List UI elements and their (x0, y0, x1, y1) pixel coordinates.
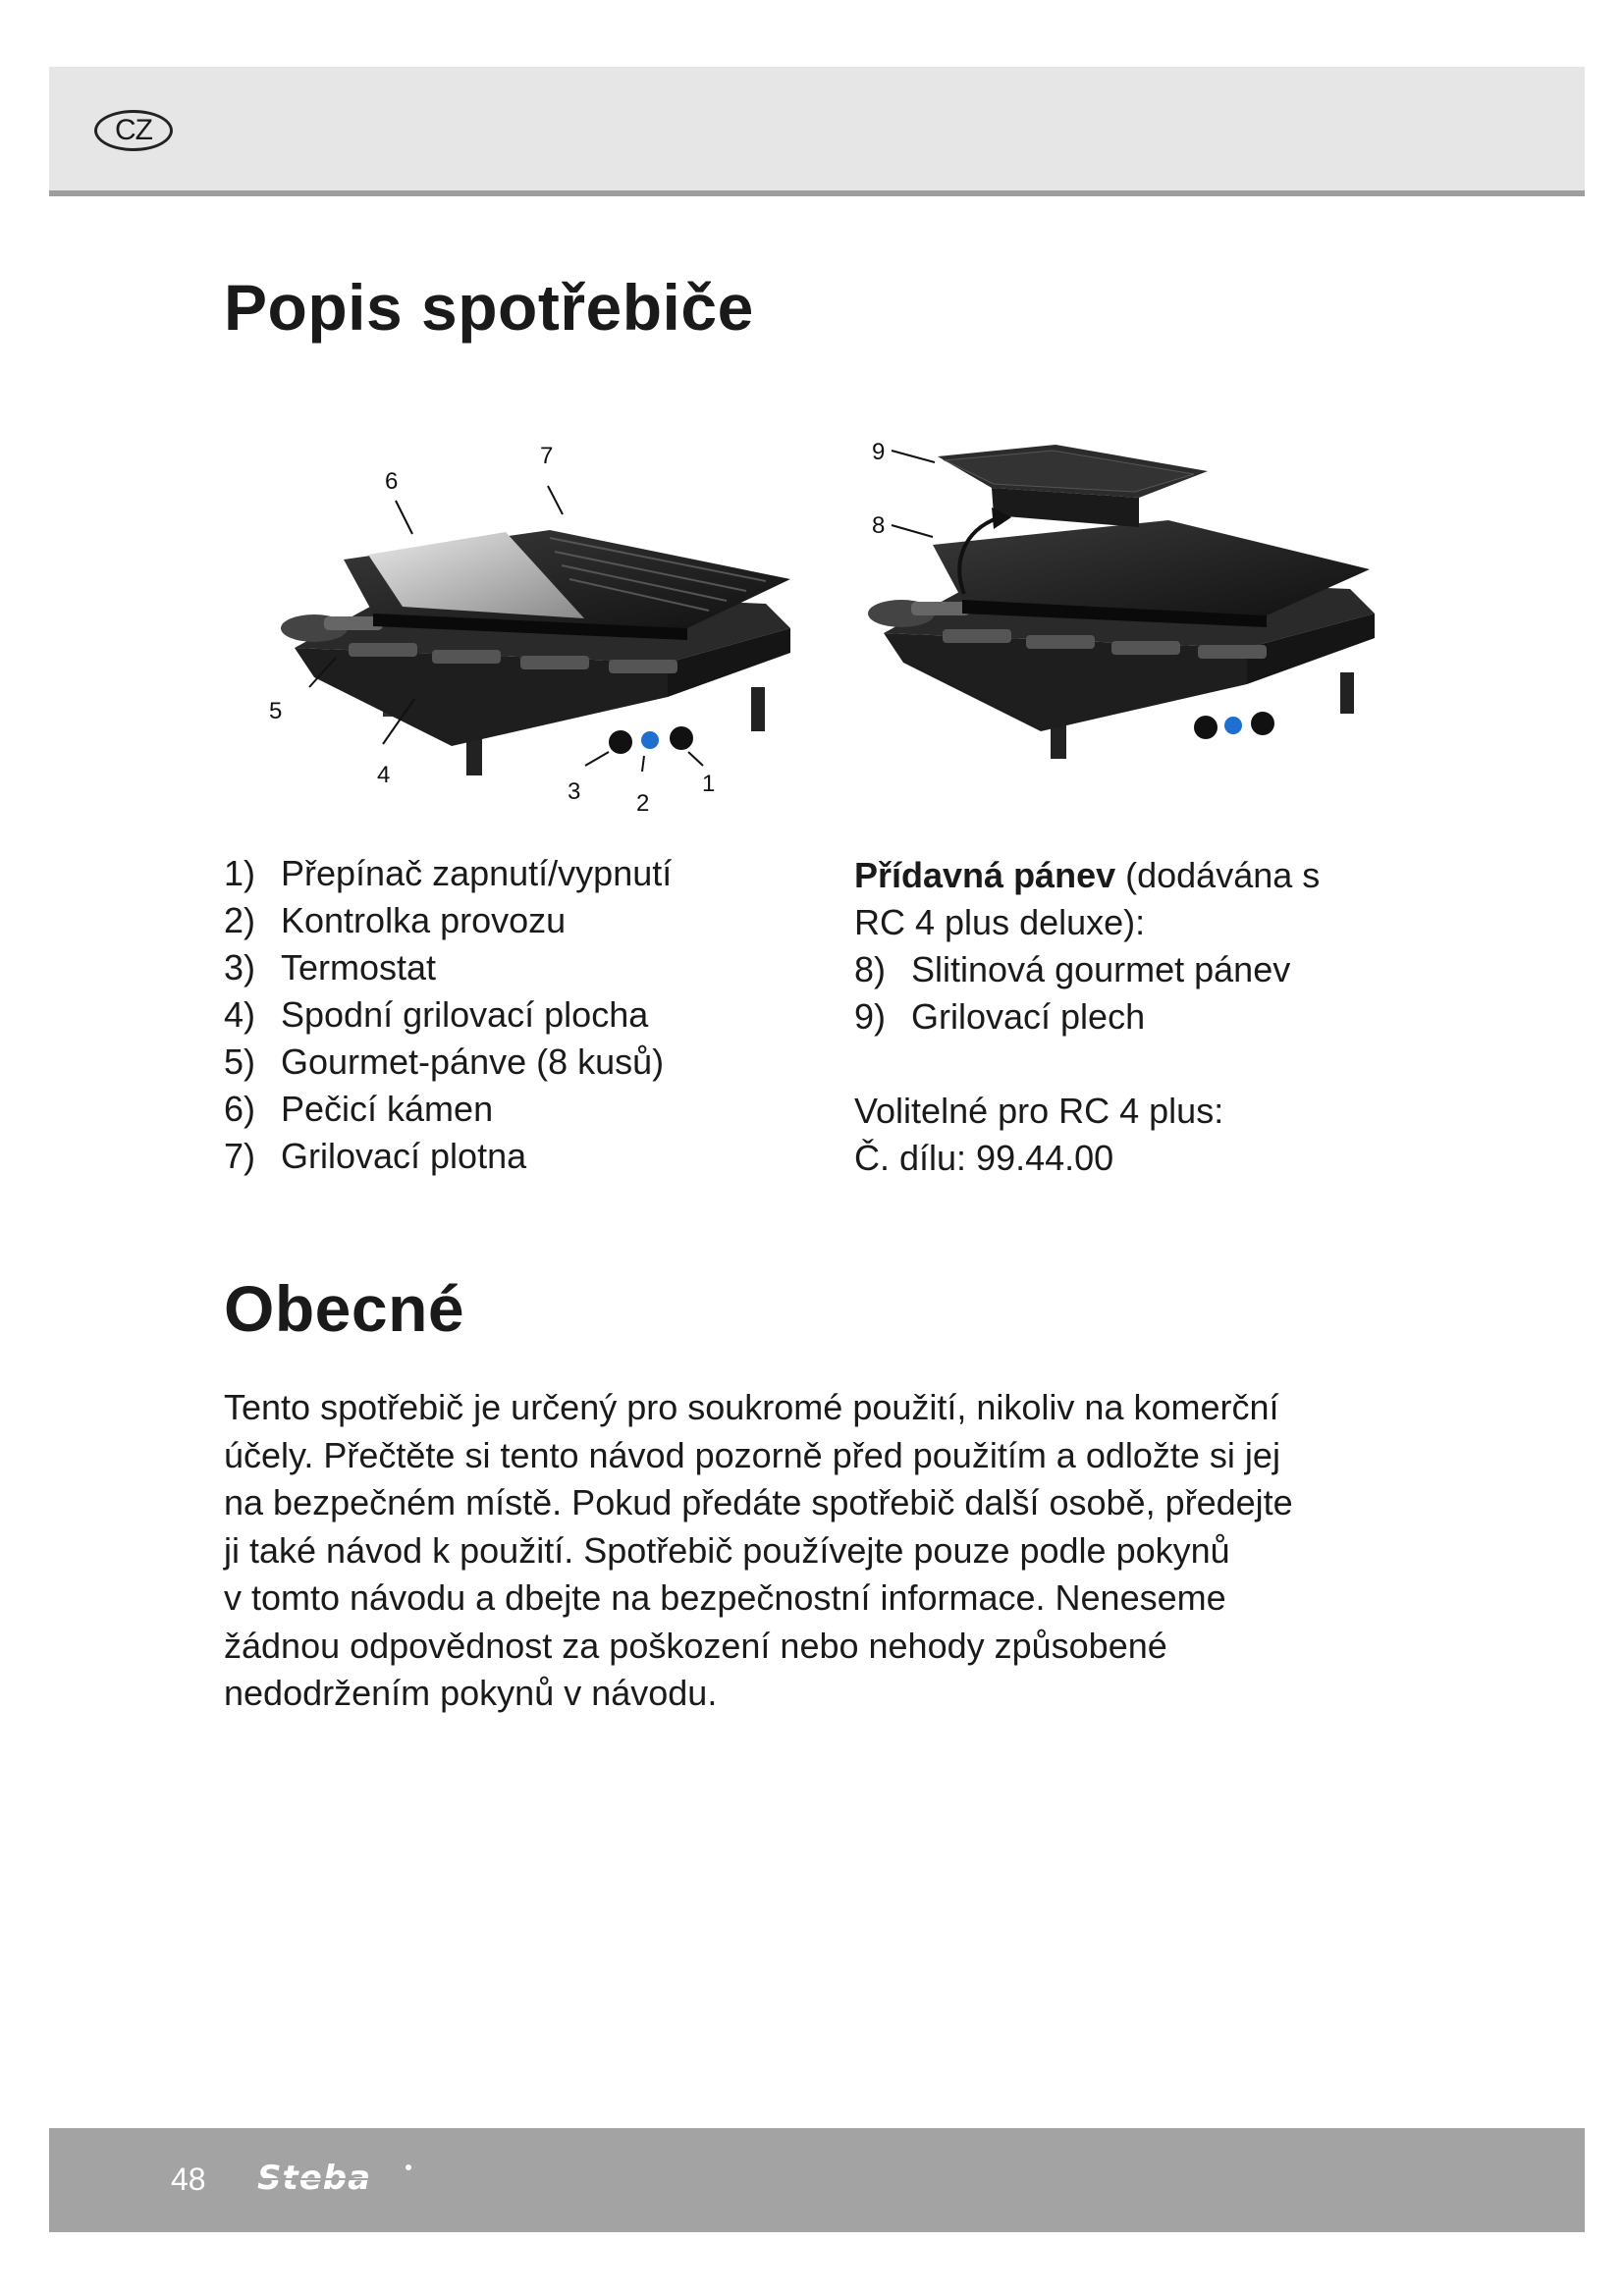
list-item: 6) Pečicí kámen (224, 1089, 494, 1129)
callout-3: 3 (568, 778, 581, 805)
list-item: 4) Spodní grilovací plocha (224, 994, 649, 1035)
list-item: 3) Termostat (224, 947, 437, 988)
raclette-grill-figure (255, 432, 825, 825)
callout-8: 8 (872, 512, 886, 539)
callout-4: 4 (377, 762, 391, 788)
accessory-block (854, 852, 1443, 1182)
header-band (49, 67, 1585, 196)
accessory-list (854, 946, 1443, 1041)
list-item: 7) Grilovací plotna (224, 1136, 527, 1176)
accessory-heading: Přídavná pánev (dodávána s (854, 855, 1321, 895)
svg-text:Steba: Steba (257, 2159, 372, 2198)
page-number: 48 (171, 2162, 206, 2197)
optional-note: Volitelné pro RC 4 plus: (854, 1091, 1224, 1131)
callout-9: 9 (872, 439, 886, 465)
general-paragraph (224, 1384, 1461, 1718)
paragraph-line: na bezpečném místě. Pokud předáte spotřebič další osobě, předejte (224, 1482, 1293, 1522)
accessory-heading-line2: RC 4 plus deluxe): (854, 902, 1146, 942)
grill-with-accessory-figure (854, 427, 1384, 790)
list-item: 2) Kontrolka provozu (224, 900, 567, 940)
language-badge: CZ (94, 110, 173, 151)
paragraph-line: v tomto návodu a dbejte na bezpečnostní informace. Neneseme (224, 1577, 1226, 1618)
paragraph-line: ji také návod k použití. Spotřebič používejte pouze podle pokynů (224, 1529, 1230, 1571)
list-item: 5) Gourmet-pánve (8 kusů) (224, 1041, 665, 1082)
paragraph-line: účely. Přečtěte si tento návod pozorně před použitím a odložte si jej (224, 1434, 1280, 1475)
callout-5: 5 (269, 698, 283, 724)
list-item: 8) Slitinová gourmet pánev (854, 949, 1291, 989)
paragraph-line: nedodržením pokynů v návodu. (224, 1673, 718, 1713)
footer-band (49, 2128, 1585, 2232)
paragraph-line: žádnou odpovědnost za poškození nebo nehody způsobené (224, 1625, 1167, 1666)
parts-list (224, 850, 774, 1180)
section-title-description: Popis spotřebiče (224, 271, 754, 344)
callout-1: 1 (702, 771, 716, 797)
list-item: 1) Přepínač zapnutí/vypnutí (224, 853, 673, 893)
callout-7: 7 (540, 443, 554, 469)
callout-2: 2 (636, 790, 650, 817)
steba-logo (255, 2158, 422, 2201)
section-title-general: Obecné (224, 1272, 465, 1345)
callout-6: 6 (385, 468, 399, 495)
list-item: 9) Grilovací plech (854, 996, 1146, 1037)
paragraph-line: Tento spotřebič je určený pro soukromé použití, nikoliv na komerční (224, 1387, 1279, 1427)
part-number: Č. dílu: 99.44.00 (854, 1138, 1114, 1178)
